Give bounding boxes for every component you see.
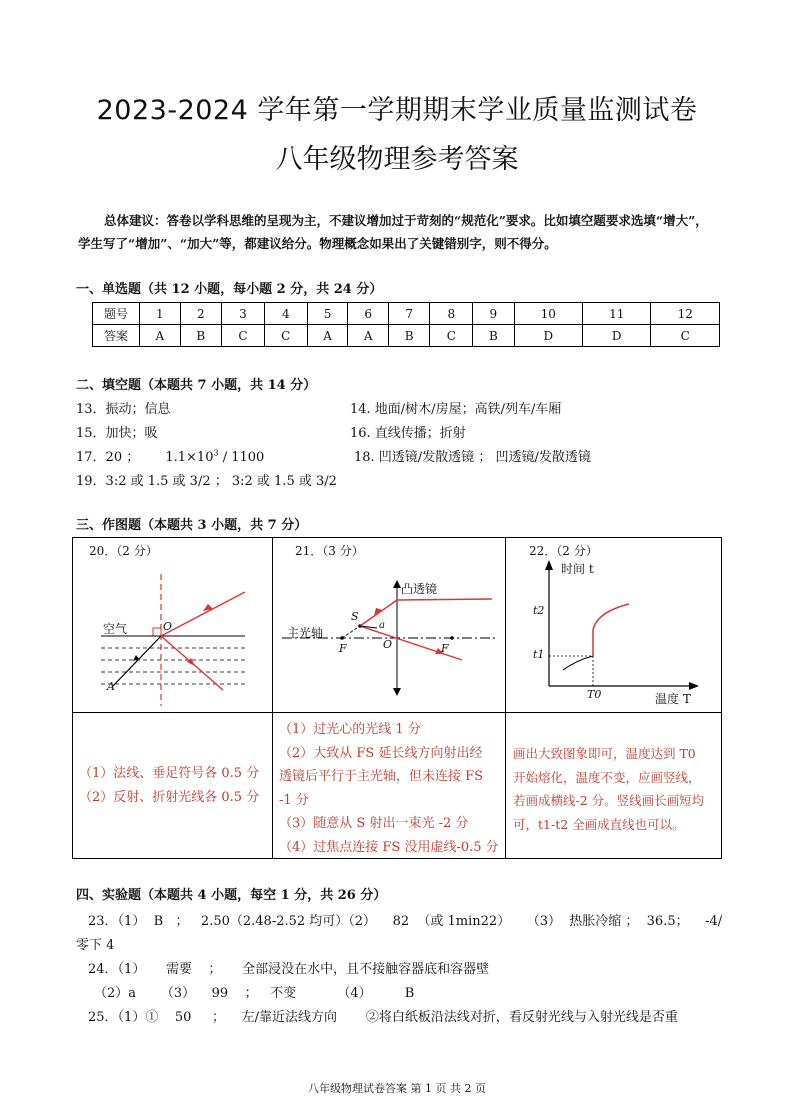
label-t2: t2 <box>533 604 545 617</box>
table-cell: 3 <box>222 303 265 325</box>
answer-17 <box>76 446 264 465</box>
answer-23-cont: 零下 4 <box>76 938 115 953</box>
page-title-line1: 2023-2024 学年第一学期期末学业质量监测试卷 <box>96 95 698 126</box>
lens-bottom-arrow <box>393 688 401 696</box>
table-cell: 9 <box>473 303 514 325</box>
answer-19: 19．3:2 或 1.5 或 3/2 ； 3:2 或 1.5 或 3/2 <box>76 474 337 489</box>
table-cell: 8 <box>430 303 473 325</box>
melting-curve <box>593 604 629 656</box>
diagram20-label: 20．（2 分） <box>89 544 158 558</box>
note-line: 开始熔化，温度不变，应画竖线， <box>513 769 701 785</box>
answer-table <box>92 302 720 347</box>
incident-ray <box>113 636 161 686</box>
answer-17-first: 17．20 ； <box>76 450 140 465</box>
label-principal-axis: 主光轴 <box>287 626 324 640</box>
label-o: O <box>163 620 173 633</box>
label-temp-axis: 温度 T <box>655 692 691 706</box>
answer-24: 24．（1） 需要 ； 全部浸没在水中，且不接触容器底和容器壁 <box>88 962 490 977</box>
label-lens: 凸透镜 <box>401 582 438 596</box>
diagram21-label: 21．（3 分） <box>295 544 364 558</box>
section3-heading: 三、作图题（本题共 3 小题，共 7 分） <box>76 518 308 533</box>
drawing-answer-grid <box>72 537 722 859</box>
table-cell: A <box>348 325 389 347</box>
answer-17-third: / 1100 <box>218 450 265 465</box>
note-line: 画出大致图象即可，温度达到 T0 <box>513 746 696 761</box>
answer-23: 23．（1） B ； 2.50（2.48-2.52 均可）（2） 82 （或 1min22） （3） 热胀冷缩 ； 36.5； -4/ <box>88 914 723 929</box>
page-title-line2: 八年级物理参考答案 <box>275 144 519 175</box>
x-axis-arrow <box>689 682 699 690</box>
note-line: 透镜后平行于主光轴，但未连接 FS <box>279 769 484 784</box>
table-cell: C <box>264 325 307 347</box>
label-time-axis: 时间 t <box>561 562 594 576</box>
label-t0: T0 <box>587 688 602 701</box>
page-footer: 八年级物理试卷答案 第 1 页 共 2 页 <box>308 1082 486 1095</box>
table-cell: C <box>651 325 720 347</box>
general-advice: 总体建议：答卷以学科思维的呈现为主，不建议增加过于苛刻的“规范化”要求。比如填空题要求选填“增大”，学生写了“增加”、“加大”等，都建议给分。物理概念如果出了关键错别字，则不得分。 <box>78 213 708 251</box>
note-line: 若画成横线-2 分。竖线画长画短均 <box>513 793 705 808</box>
note-line: （1）法线、垂足符号各 0.5 分 <box>79 766 260 781</box>
table-cell: A <box>307 325 348 347</box>
table-label-number: 题号 <box>93 303 140 325</box>
label-f-left: F <box>339 642 347 655</box>
divider <box>73 712 721 713</box>
table-cell: 10 <box>514 303 582 325</box>
answer-15: 15．加快；吸 <box>76 426 158 441</box>
table-label-answer: 答案 <box>93 325 140 347</box>
answer-14: 14. 地面/树木/房屋；高铁/列车/车厢 <box>350 402 562 417</box>
label-a: a <box>379 620 385 631</box>
solid-phase-curve <box>563 656 593 670</box>
table-cell: D <box>583 325 651 347</box>
table-cell: 6 <box>348 303 389 325</box>
table-row-numbers <box>93 303 720 325</box>
y-axis-arrow <box>545 560 553 570</box>
label-f-right: F <box>441 642 449 655</box>
note-line: 可，t1-t2 全画成直线也可以。 <box>513 816 685 832</box>
right-angle-mark <box>153 628 161 636</box>
notes-21 <box>279 718 503 859</box>
note-line: -1 分 <box>279 792 309 808</box>
answer-13: 13．振动；信息 <box>76 402 171 417</box>
label-s: S <box>351 610 359 623</box>
notes-22 <box>513 742 719 836</box>
table-cell: B <box>389 325 430 347</box>
diagram22-melting-graph <box>505 538 721 712</box>
label-a: A <box>107 680 115 693</box>
table-cell: 4 <box>264 303 307 325</box>
answer-25: 25．（1）① 50 ； 左/靠近法线方向 ②将白纸板沿法线对折，看反射光线与入射光线是否重 <box>88 1010 678 1025</box>
table-cell: A <box>140 325 181 347</box>
table-cell: D <box>514 325 582 347</box>
table-cell: 5 <box>307 303 348 325</box>
section1-heading: 一、单选题（共 12 小题，每小题 2 分，共 24 分） <box>76 282 383 297</box>
diagram22-label: 22．（2 分） <box>529 544 598 558</box>
note-line: （4）过焦点连接 FS 没用虚线-0.5 分 <box>279 839 499 855</box>
reflected-ray <box>161 592 245 636</box>
notes-20 <box>79 762 269 809</box>
answer-24-cont: （2）a （3） 99 ； 不变 （4） B <box>94 986 415 1001</box>
answer-16: 16. 直线传播；折射 <box>350 426 466 441</box>
note-line: （2）反射、折射光线各 0.5 分 <box>79 789 260 805</box>
parallel-ray <box>397 599 492 600</box>
note-line: （1）过光心的光线 1 分 <box>279 722 421 737</box>
note-line: （3）随意从 S 射出一束光 -2 分 <box>279 816 469 831</box>
section2-heading: 二、填空题（本题共 7 小题，共 14 分） <box>76 378 317 393</box>
lens-top-arrow <box>393 580 401 588</box>
table-cell: 1 <box>140 303 181 325</box>
note-line: （2）大致从 FS 延长线方向射出经 <box>279 745 483 761</box>
table-row-answers <box>93 325 720 347</box>
table-cell: B <box>473 325 514 347</box>
table-cell: C <box>222 325 265 347</box>
answer-17-second: 1.1×10 <box>165 450 214 465</box>
answer-18: 18. 凹透镜/发散透镜 ； 凹透镜/发散透镜 <box>354 450 591 465</box>
answer-17-exponent: 3 <box>213 448 219 458</box>
fs-extension <box>342 626 360 638</box>
label-air: 空气 <box>103 622 128 636</box>
table-cell: 12 <box>651 303 720 325</box>
table-cell: 2 <box>180 303 221 325</box>
table-cell: 11 <box>583 303 651 325</box>
label-t1: t1 <box>533 648 545 661</box>
table-cell: 7 <box>389 303 430 325</box>
table-cell: B <box>180 325 221 347</box>
label-o: O <box>383 638 393 651</box>
focus-right <box>450 636 454 640</box>
section4-heading: 四、实验题（本题共 4 小题，每空 1 分，共 26 分） <box>76 888 387 903</box>
table-cell: C <box>430 325 473 347</box>
